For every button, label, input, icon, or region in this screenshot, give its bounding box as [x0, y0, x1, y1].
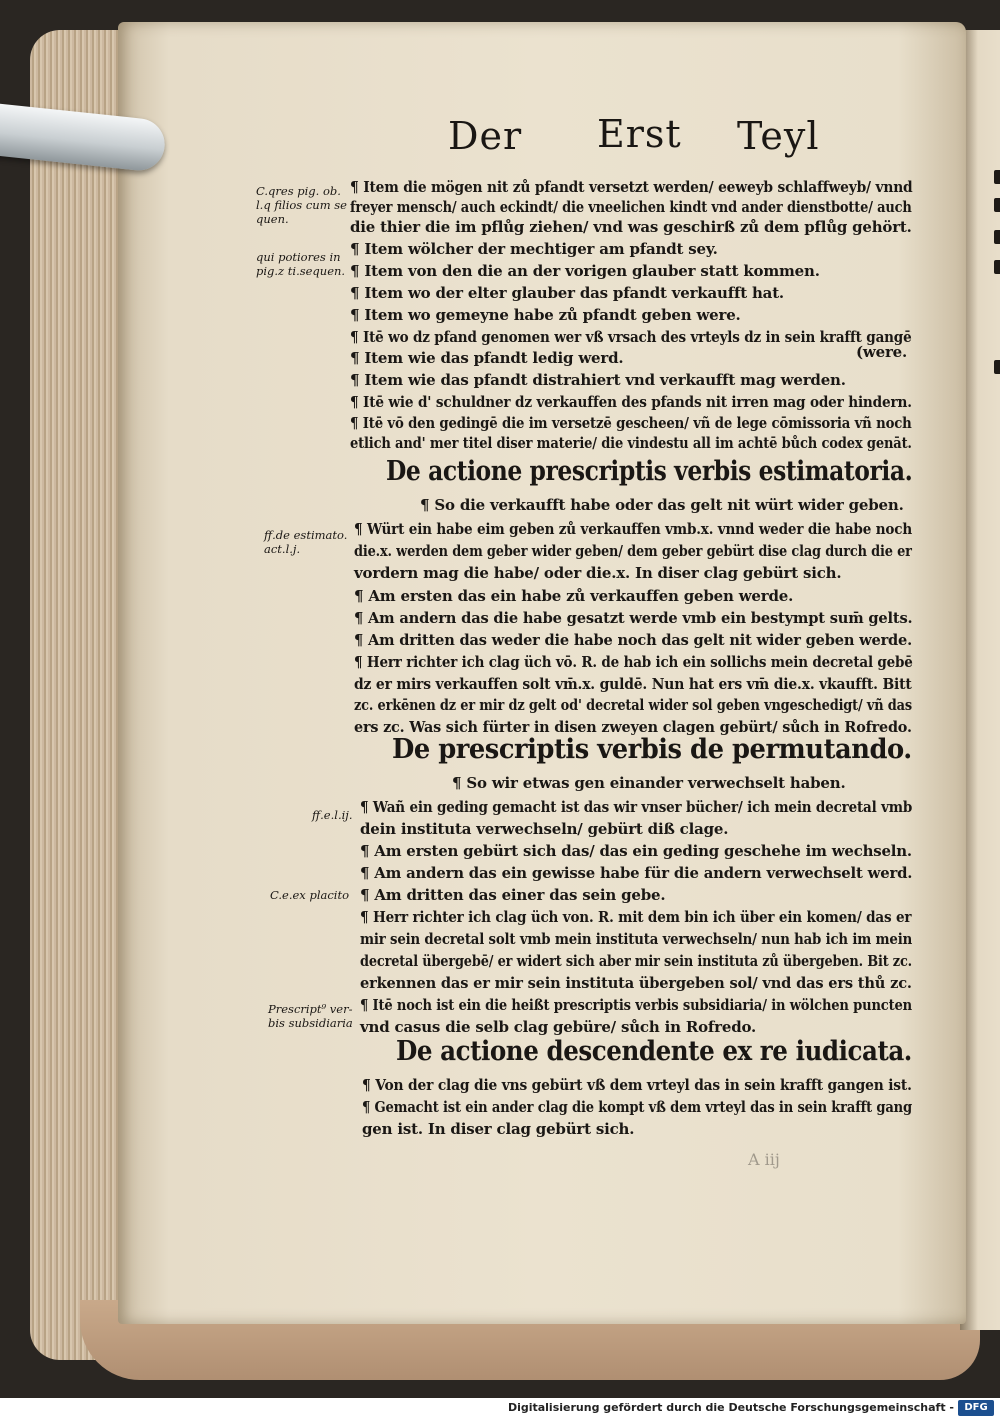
text-line: ¶ Itē vō den gedingē die im versetzē gescheen/ vñ de lege cōmissoria vñ noch	[350, 414, 912, 432]
text-line: ¶ Am ersten das ein habe zů verkauffen geben werde.	[354, 587, 794, 605]
text-line: ¶ Item die mögen nit zů pfandt versetzt werden/ eeweyb schlaffweyb/ vnnd	[350, 178, 913, 196]
text-line: ¶ Am andern das die habe gesatzt werde vmb ein bestympt sum̄ gelts.	[354, 609, 913, 627]
text-line: vordern mag die habe/ oder die.x. In diser clag gebürt sich.	[354, 564, 842, 582]
text-line: dz er mirs verkauffen solt vm̄.x. guldē. Nun hat ers vm̄ die.x. vkaufft. Bitt	[354, 675, 912, 693]
margin-note-6: Prescript⁹ ver- bis subsidiaria	[268, 1002, 353, 1030]
margin-note-5: C.e.ex placito	[270, 888, 350, 902]
signature-mark: A iij	[748, 1150, 780, 1169]
text-line: ¶ Würt ein habe eim geben zů verkauffen vmb.x. vnnd weder die habe noch	[354, 520, 913, 538]
text-line: ¶ Herr richter ich clag üch von. R. mit dem bin ich über ein komen/ das er	[360, 908, 912, 926]
text-line: mir sein decretal solt vmb mein instituta verwechseln/ nun hab ich im mein	[360, 930, 913, 948]
text-line: ¶ Itē wie d' schuldner dz verkauffen des pfands nit irren mag oder hindern.	[350, 393, 912, 411]
text-line: ¶ Am ersten gebürt sich das/ das ein geding geschehe im wechseln.	[360, 842, 912, 860]
text-line: freyer mensch/ auch eckindt/ die vneelichen kindt vnd ander dienstbotte/ auch	[350, 198, 912, 216]
footer-credit: Digitalisierung gefördert durch die Deutsche Forschungsgemeinschaft -	[507, 1401, 954, 1414]
section-heading-3: De actione descendente ex re iudicata.	[396, 1036, 912, 1067]
text-line: ¶ Am dritten das weder die habe noch das gelt nit wider geben werde.	[354, 631, 913, 649]
margin-note-4: ff.e.l.ij.	[312, 808, 353, 822]
text-line: dein instituta verwechseln/ gebürt diß clage.	[360, 820, 729, 838]
header-word-3: Teyl	[737, 114, 820, 158]
text-line: ¶ Item wie das pfandt distrahiert vnd verkaufft mag werden.	[350, 371, 846, 389]
facing-page-edge	[960, 30, 1000, 1330]
text-line: ¶ Am dritten das einer das sein gebe.	[360, 886, 666, 904]
text-line: ers zc. Was sich fürter in disen zweyen clagen gebürt/ sůch in Rofredo.	[354, 718, 912, 736]
margin-note-2: qui potiores in pig.z ti.sequen.	[256, 250, 346, 278]
text-line: ¶ Item wo gemeyne habe zů pfandt geben were.	[350, 306, 741, 324]
text-line: gen ist. In diser clag gebürt sich.	[362, 1120, 635, 1138]
header-word-1: Der	[448, 114, 523, 158]
text-line: ¶ Itē wo dz pfand genomen wer vß vrsach des vrteyls dz in sein krafft gangē	[350, 328, 912, 346]
section-heading-1: De actione prescriptis verbis estimatoria.	[386, 456, 913, 487]
text-line: ¶ Item wo der elter glauber das pfandt verkaufft hat.	[350, 284, 784, 302]
text-line: ¶ Wañ ein geding gemacht ist das wir vnser bücher/ ich mein decretal vmb	[360, 798, 913, 816]
text-line: vnd casus die selb clag gebüre/ sůch in Rofredo.	[360, 1018, 757, 1036]
text-line: ¶ So die verkaufft habe oder das gelt nit würt wider geben.	[420, 496, 904, 514]
text-line: die.x. werden dem geber wider geben/ dem geber gebürt dise clag durch die er	[354, 542, 912, 560]
text-line: ¶ Von der clag die vns gebürt vß dem vrteyl das in sein krafft gangen ist.	[362, 1076, 912, 1094]
overflow-word: (were.	[856, 343, 908, 361]
text-line: ¶ So wir etwas gen einander verwechselt haben.	[452, 774, 846, 792]
text-line: etlich and' mer titel diser materie/ die vindestu all im achtē bůch codex genāt.	[350, 434, 912, 452]
text-line: ¶ Itē noch ist ein die heißt prescriptis verbis subsidiaria/ in wölchen puncten	[360, 996, 912, 1014]
text-line: ¶ Am andern das ein gewisse habe für die andern verwechselt werd.	[360, 864, 913, 882]
text-line: ¶ Item von den die an der vorigen glauber statt kommen.	[350, 262, 820, 280]
text-line: ¶ Gemacht ist ein ander clag die kompt vß dem vrteyl das in sein krafft gang	[362, 1098, 912, 1116]
header-word-2: Erst	[597, 112, 682, 156]
dfg-logo: DFG	[958, 1400, 994, 1416]
text-line: die thier die im pflůg ziehen/ vnd was geschirß zů dem pflůg gehört.	[350, 218, 912, 236]
text-line: ¶ Herr richter ich clag üch vō. R. de hab ich ein sollichs mein decretal gebē	[354, 653, 913, 671]
text-line: ¶ Item wölcher der mechtiger am pfandt sey.	[350, 240, 718, 258]
text-line: decretal übergebē/ er widert sich aber mir sein instituta zů übergeben. Bit zc.	[360, 952, 912, 970]
section-heading-2: De prescriptis verbis de permutando.	[392, 734, 912, 765]
footer-bar	[0, 1398, 1000, 1419]
margin-note-3: ff.de estimato. act.l.j.	[264, 528, 348, 556]
text-line: zc. erkēnen dz er mir dz gelt od' decretal wider sol geben vngeschedigt/ vñ das	[354, 696, 912, 714]
margin-note-1: C.qres pig. ob. l.q filios cum se quen.	[256, 184, 347, 226]
text-line: ¶ Item wie das pfandt ledig werd.	[350, 349, 624, 367]
text-line: erkennen das er mir sein instituta übergeben sol/ vnd das ers thů zc.	[360, 974, 912, 992]
